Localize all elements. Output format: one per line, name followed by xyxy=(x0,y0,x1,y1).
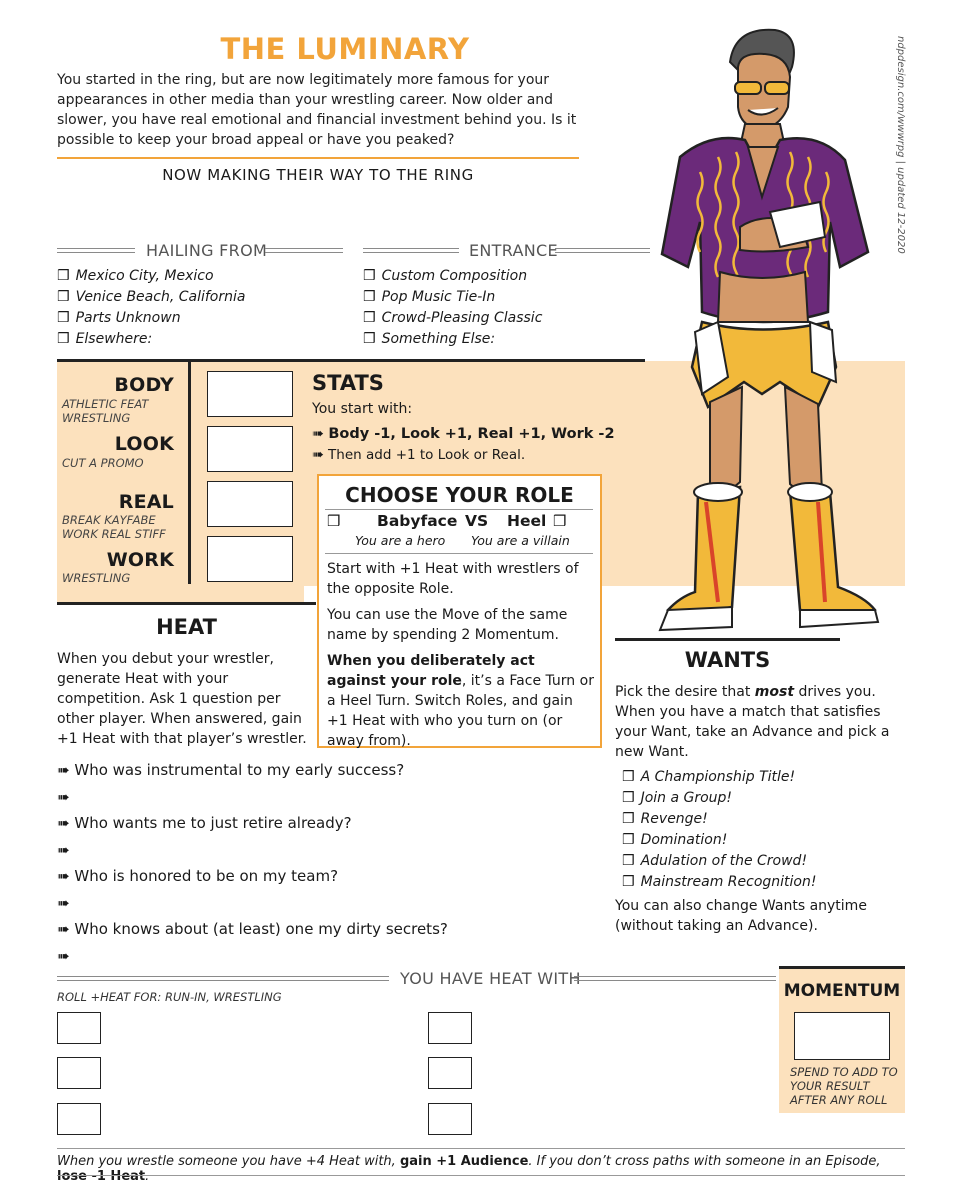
arrow-icon: ➠ xyxy=(57,787,70,806)
entrance-option[interactable]: ❒ Custom Composition xyxy=(363,268,528,284)
momentum-panel xyxy=(779,966,905,1113)
stats-line1: ➠ Body -1, Look +1, Real +1, Work -2 xyxy=(312,426,615,442)
momentum-sub: SPEND TO ADD TO YOUR RESULT AFTER ANY ROLL xyxy=(790,1065,898,1107)
stat-input-real[interactable] xyxy=(207,481,293,527)
checkbox-icon[interactable]: ❒ xyxy=(363,310,376,326)
stat-look xyxy=(62,433,174,455)
checkbox-icon[interactable]: ❒ xyxy=(622,832,635,848)
role-rule-2 xyxy=(325,553,593,554)
stats-start: You start with: xyxy=(312,401,413,417)
arrow-icon: ➠ xyxy=(57,946,70,965)
wants-option[interactable]: ❒ Revenge! xyxy=(622,811,708,827)
babyface-label: Babyface xyxy=(377,512,458,530)
heel-checkbox[interactable]: ❒ xyxy=(553,512,567,530)
wants-option[interactable]: ❒ Mainstream Recognition! xyxy=(622,874,817,890)
role-p1: Start with +1 Heat with wrestlers of the opposite Role. xyxy=(327,561,579,597)
heatwith-rule-left xyxy=(57,976,389,981)
entrance-option[interactable]: ❒ Crowd-Pleasing Classic xyxy=(363,310,543,326)
stat-sub: ATHLETIC FEAT WRESTLING xyxy=(62,397,149,425)
checkbox-icon[interactable]: ❒ xyxy=(622,853,635,869)
heat-question[interactable] xyxy=(57,787,448,814)
arrow-icon: ➠ xyxy=(57,840,70,859)
roll-heat-label: ROLL +HEAT FOR: RUN-IN, WRESTLING xyxy=(57,990,282,1004)
wants-outro: You can also change Wants anytime (without taking an Advance). xyxy=(615,898,867,934)
checkbox-icon[interactable]: ❒ xyxy=(57,289,70,305)
arrow-icon: ➠ xyxy=(312,426,324,442)
hailing-rule-right xyxy=(265,248,343,253)
wants-option[interactable]: ❒ Domination! xyxy=(622,832,728,848)
stat-name: REAL xyxy=(118,491,174,513)
heatwith-rule-right xyxy=(574,976,776,981)
checkbox-icon[interactable]: ❒ xyxy=(622,769,635,785)
entrance-option[interactable]: ❒ Something Else: xyxy=(363,331,496,347)
heat-value-box[interactable] xyxy=(57,1057,101,1089)
stats-heading: STATS xyxy=(312,371,384,395)
vs-label: VS xyxy=(465,512,489,530)
momentum-input[interactable] xyxy=(794,1012,890,1060)
role-p2: You can use the Move of the same name by spending 2 Momentum. xyxy=(327,607,568,643)
heatwith-label: YOU HAVE HEAT WITH xyxy=(400,969,581,988)
entrance-option[interactable]: ❒ Pop Music Tie-In xyxy=(363,289,496,305)
entrance-options xyxy=(363,266,542,350)
stat-input-work[interactable] xyxy=(207,536,293,582)
stats-line2: ➠ Then add +1 to Look or Real. xyxy=(312,447,526,463)
page-title: THE LUMINARY xyxy=(220,32,470,66)
wants-option[interactable]: ❒ Join a Group! xyxy=(622,790,733,806)
arrow-icon: ➠ xyxy=(312,447,324,463)
heat-question[interactable] xyxy=(57,893,448,920)
wants-options xyxy=(622,767,817,893)
wants-intro: Pick the desire that most drives you. When you have a match that satisfies your Want, take an Advance and pick a new Want. xyxy=(615,684,890,760)
wrestler-illustration xyxy=(640,22,890,642)
heat-questions xyxy=(57,760,448,972)
stat-sub: CUT A PROMO xyxy=(62,456,144,470)
heel-label: Heel xyxy=(507,512,547,530)
footer-rule-top xyxy=(57,1148,905,1149)
babyface-sub: You are a hero xyxy=(355,533,446,548)
checkbox-icon[interactable]: ❒ xyxy=(622,790,635,806)
title-rule xyxy=(57,157,579,159)
stats-divider xyxy=(188,362,191,584)
checkbox-icon[interactable]: ❒ xyxy=(363,268,376,284)
arrow-icon: ➠ xyxy=(57,867,70,885)
ring-heading: NOW MAKING THEIR WAY TO THE RING xyxy=(162,166,474,184)
role-p3: When you deliberately act against your role, it’s a Face Turn or a Heel Turn. Switch Roles, and gain +1 Heat with who you turn on (or away from). xyxy=(327,653,594,749)
arrow-icon: ➠ xyxy=(57,920,70,938)
checkbox-icon[interactable]: ❒ xyxy=(363,289,376,305)
heat-question[interactable] xyxy=(57,946,448,973)
stat-sub: BREAK KAYFABE WORK REAL STIFF xyxy=(62,513,166,541)
checkbox-icon[interactable]: ❒ xyxy=(363,331,376,347)
heat-top-rule xyxy=(57,602,316,605)
heat-value-box[interactable] xyxy=(57,1012,101,1044)
entrance-label: ENTRANCE xyxy=(469,241,558,260)
heat-heading: HEAT xyxy=(156,615,217,639)
hailing-options xyxy=(57,266,245,350)
heat-question: ➠ Who wants me to just retire already? xyxy=(57,814,352,832)
footer-rule-bottom xyxy=(57,1175,905,1176)
hailing-option[interactable]: ❒ Elsewhere: xyxy=(57,331,153,347)
heel-sub: You are a villain xyxy=(471,533,570,548)
heat-question[interactable] xyxy=(57,840,448,867)
arrow-icon: ➠ xyxy=(57,893,70,912)
stats-band-tail xyxy=(57,586,304,602)
footer-text: When you wrestle someone you have +4 Heat with, gain +1 Audience. If you don’t cross paths with someone in an Episode, lose -1 Heat. xyxy=(57,1154,881,1184)
stat-body xyxy=(62,374,174,396)
stat-name: BODY xyxy=(114,374,174,396)
heat-question: ➠ Who was instrumental to my early success? xyxy=(57,761,405,779)
checkbox-icon[interactable]: ❒ xyxy=(622,874,635,890)
babyface-checkbox[interactable]: ❒ xyxy=(327,512,341,530)
momentum-heading: MOMENTUM xyxy=(783,981,901,1001)
hailing-option[interactable]: ❒ Venice Beach, California xyxy=(57,289,246,305)
side-credit: ndpdesign.com/wwwrpg | updated 12-2020 xyxy=(895,36,906,254)
stat-input-body[interactable] xyxy=(207,371,293,417)
hailing-label: HAILING FROM xyxy=(146,241,268,260)
wants-heading: WANTS xyxy=(684,648,771,672)
role-box xyxy=(317,474,602,748)
checkbox-icon[interactable]: ❒ xyxy=(622,811,635,827)
entrance-rule-right xyxy=(555,248,650,253)
intro-text: You started in the ring, but are now legitimately more famous for your appearances in other media than your wrestling career. Now older and slower, you have real emotional and financial investment behind you. Is it possible to keep your broad appeal or have you peaked? xyxy=(57,72,577,148)
heat-question: ➠ Who is honored to be on my team? xyxy=(57,867,339,885)
heat-value-box[interactable] xyxy=(57,1103,101,1135)
hailing-option[interactable]: ❒ Mexico City, Mexico xyxy=(57,268,214,284)
stat-sub: WRESTLING xyxy=(62,571,131,585)
entrance-rule-left xyxy=(363,248,459,253)
wants-option[interactable]: ❒ Adulation of the Crowd! xyxy=(622,853,808,869)
heat-question: ➠ Who knows about (at least) one my dirty secrets? xyxy=(57,920,448,938)
stat-input-look[interactable] xyxy=(207,426,293,472)
role-rule xyxy=(325,509,593,510)
heat-text: When you debut your wrestler, generate Heat with your competition. Ask 1 question per other player. When answered, gain +1 Heat with that player’s wrestler. xyxy=(57,651,307,747)
arrow-icon: ➠ xyxy=(57,814,70,832)
role-heading: CHOOSE YOUR ROLE xyxy=(345,483,574,507)
heat-value-box[interactable] xyxy=(428,1057,472,1089)
hailing-rule-left xyxy=(57,248,135,253)
stat-name: LOOK xyxy=(114,433,174,455)
arrow-icon: ➠ xyxy=(57,761,70,779)
heat-value-box[interactable] xyxy=(428,1012,472,1044)
heat-value-box[interactable] xyxy=(428,1103,472,1135)
stat-name: WORK xyxy=(106,549,174,571)
checkbox-icon[interactable]: ❒ xyxy=(57,310,70,326)
stat-work xyxy=(62,549,174,571)
stat-real xyxy=(62,491,174,513)
stats-top-rule xyxy=(57,359,645,362)
hailing-option[interactable]: ❒ Parts Unknown xyxy=(57,310,181,326)
wants-option[interactable]: ❒ A Championship Title! xyxy=(622,769,796,785)
checkbox-icon[interactable]: ❒ xyxy=(57,331,70,347)
checkbox-icon[interactable]: ❒ xyxy=(57,268,70,284)
